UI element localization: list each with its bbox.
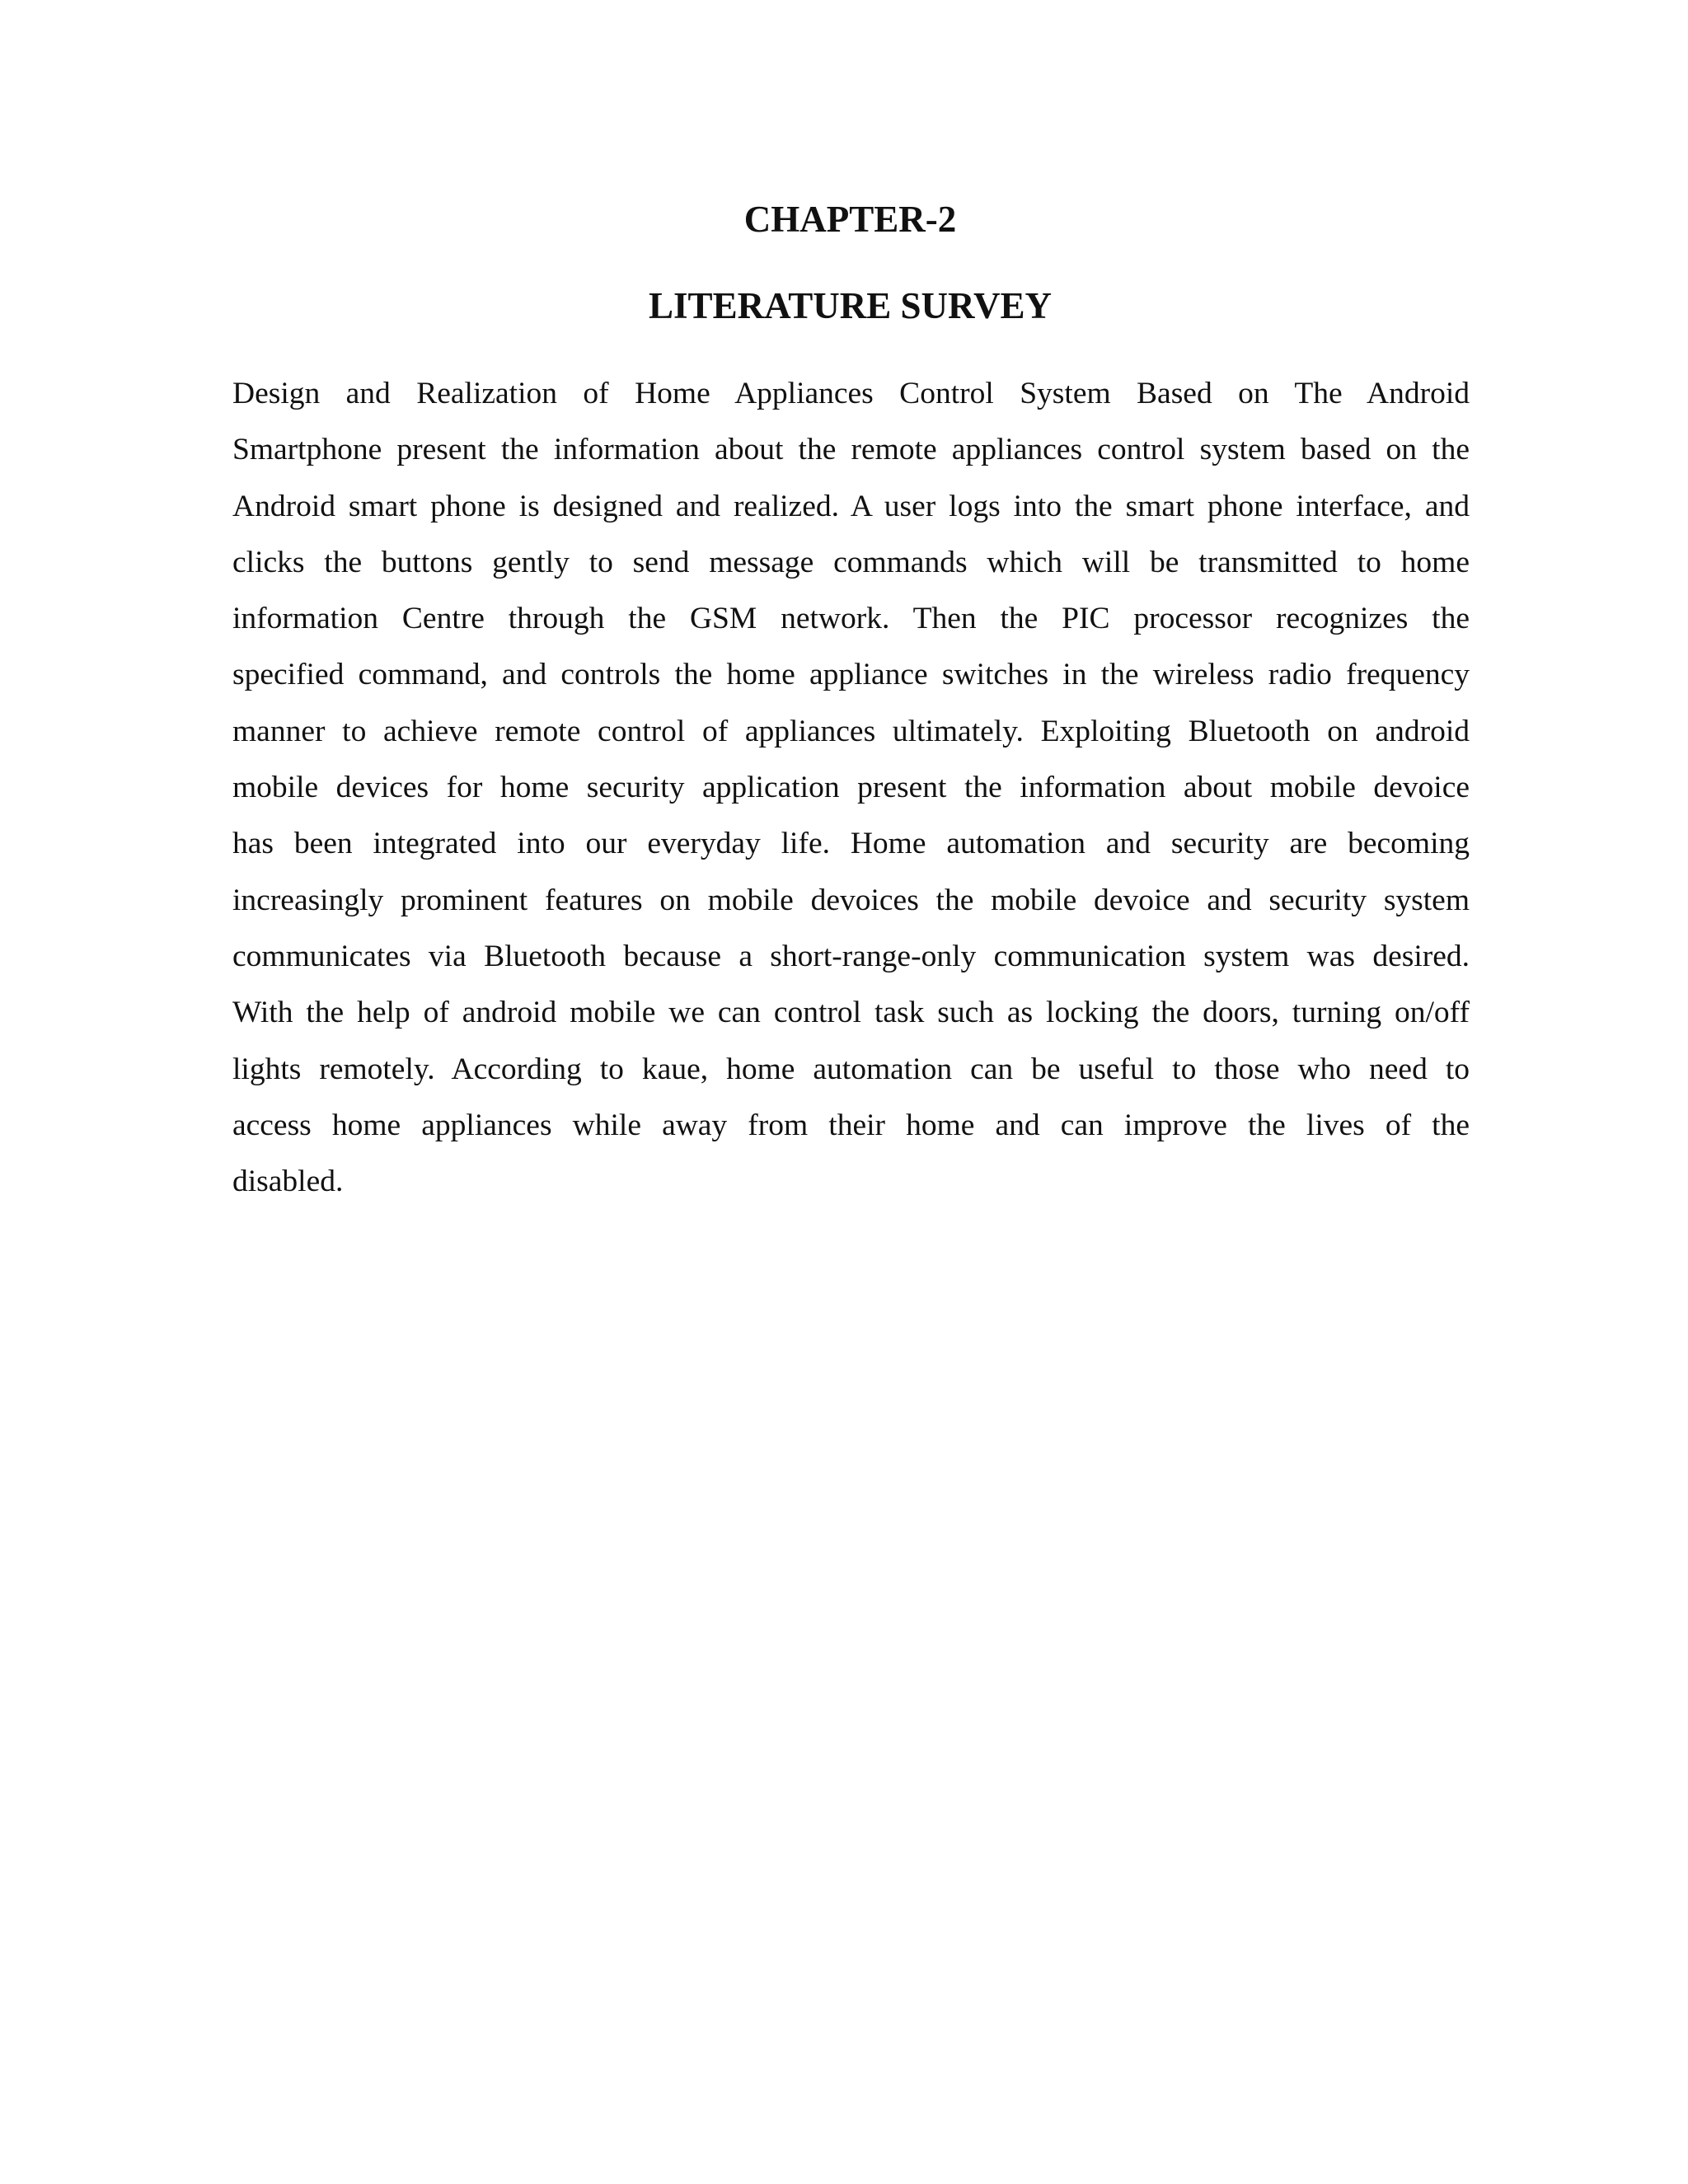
paragraph-line: information Centre through the GSM network. Then the PIC processor recognizes the xyxy=(232,602,1470,636)
paragraph-line: Android smart phone is designed and realized. A user logs into the smart phone interface, and xyxy=(232,489,1470,523)
paragraph-line: Design and Realization of Home Appliances Control System Based on The Android xyxy=(232,377,1470,410)
paragraph-line: lights remotely. According to kaue, home automation can be useful to those who need to xyxy=(232,1052,1470,1086)
chapter-title: LITERATURE SURVEY xyxy=(649,285,1052,326)
paragraph-line: mobile devices for home security application present the information about mobile devoice xyxy=(232,771,1470,805)
paragraph-line: access home appliances while away from their home and can improve the lives of the xyxy=(232,1108,1470,1142)
body-paragraph xyxy=(232,366,1470,1210)
paragraph-line: disabled. xyxy=(232,1165,344,1199)
chapter-number: CHAPTER-2 xyxy=(743,199,957,240)
paragraph-line: increasingly prominent features on mobile devoices the mobile devoice and security system xyxy=(232,883,1470,917)
paragraph-line: communicates via Bluetooth because a short-range-only communication system was desired. xyxy=(232,939,1470,973)
paragraph-line: Smartphone present the information about the remote appliances control system based on the xyxy=(232,433,1470,467)
paragraph-line: With the help of android mobile we can control task such as locking the doors, turning on/off xyxy=(232,996,1470,1030)
paragraph-line: manner to achieve remote control of appliances ultimately. Exploiting Bluetooth on android xyxy=(232,714,1470,748)
paragraph-line: specified command, and controls the home appliance switches in the wireless radio frequency xyxy=(232,658,1470,692)
paragraph-line: has been integrated into our everyday life. Home automation and security are becoming xyxy=(232,827,1470,861)
paragraph-line: clicks the buttons gently to send message commands which will be transmitted to home xyxy=(232,545,1470,579)
